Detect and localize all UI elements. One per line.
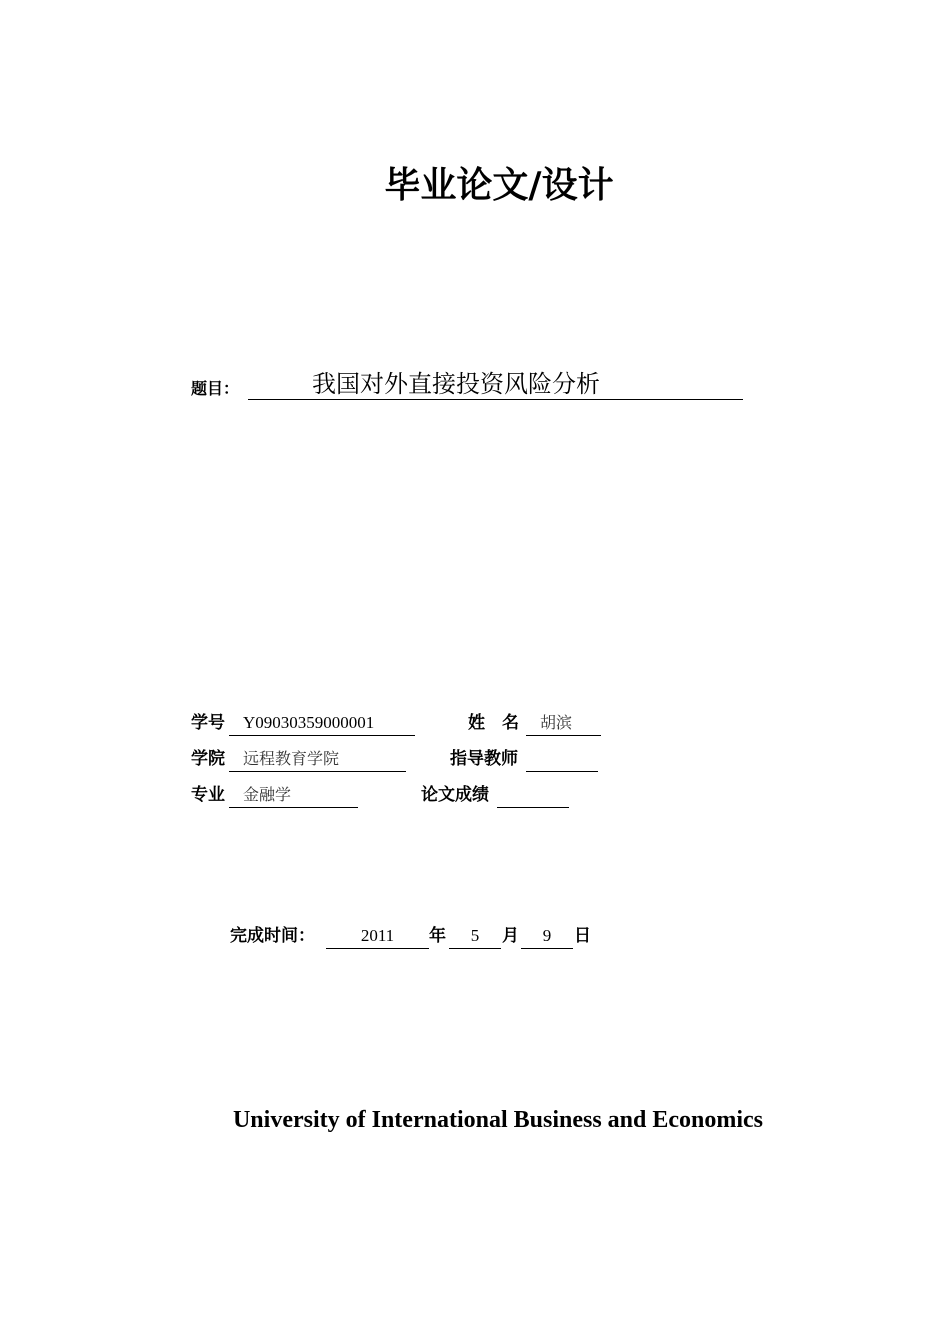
college-value: 远程教育学院 — [229, 747, 406, 772]
student-id-label: 学号 — [191, 713, 225, 733]
name-value: 胡滨 — [526, 711, 601, 736]
topic-label: 题目： — [191, 379, 240, 398]
college-label: 学院 — [191, 749, 225, 769]
day-label: 日 — [574, 926, 591, 946]
major-label: 专业 — [191, 785, 225, 805]
grade-label: 论文成绩 — [421, 785, 489, 805]
completion-year: 2011 — [326, 924, 429, 949]
page-title: 毕业论文/设计 — [384, 165, 614, 206]
advisor-label: 指导教师 — [450, 749, 518, 769]
name-label: 姓 名 — [468, 713, 519, 733]
completion-month: 5 — [449, 924, 501, 949]
advisor-value — [526, 747, 598, 772]
university-name: University of International Business and Economics — [232, 1107, 764, 1133]
completion-day: 9 — [521, 924, 573, 949]
grade-value — [497, 783, 569, 808]
major-value: 金融学 — [229, 783, 358, 808]
topic-value: 我国对外直接投资风险分析 — [312, 370, 600, 398]
year-label: 年 — [429, 926, 446, 946]
student-id-value: Y09030359000001 — [229, 711, 415, 736]
completion-label: 完成时间： — [230, 926, 315, 946]
month-label: 月 — [502, 926, 519, 946]
